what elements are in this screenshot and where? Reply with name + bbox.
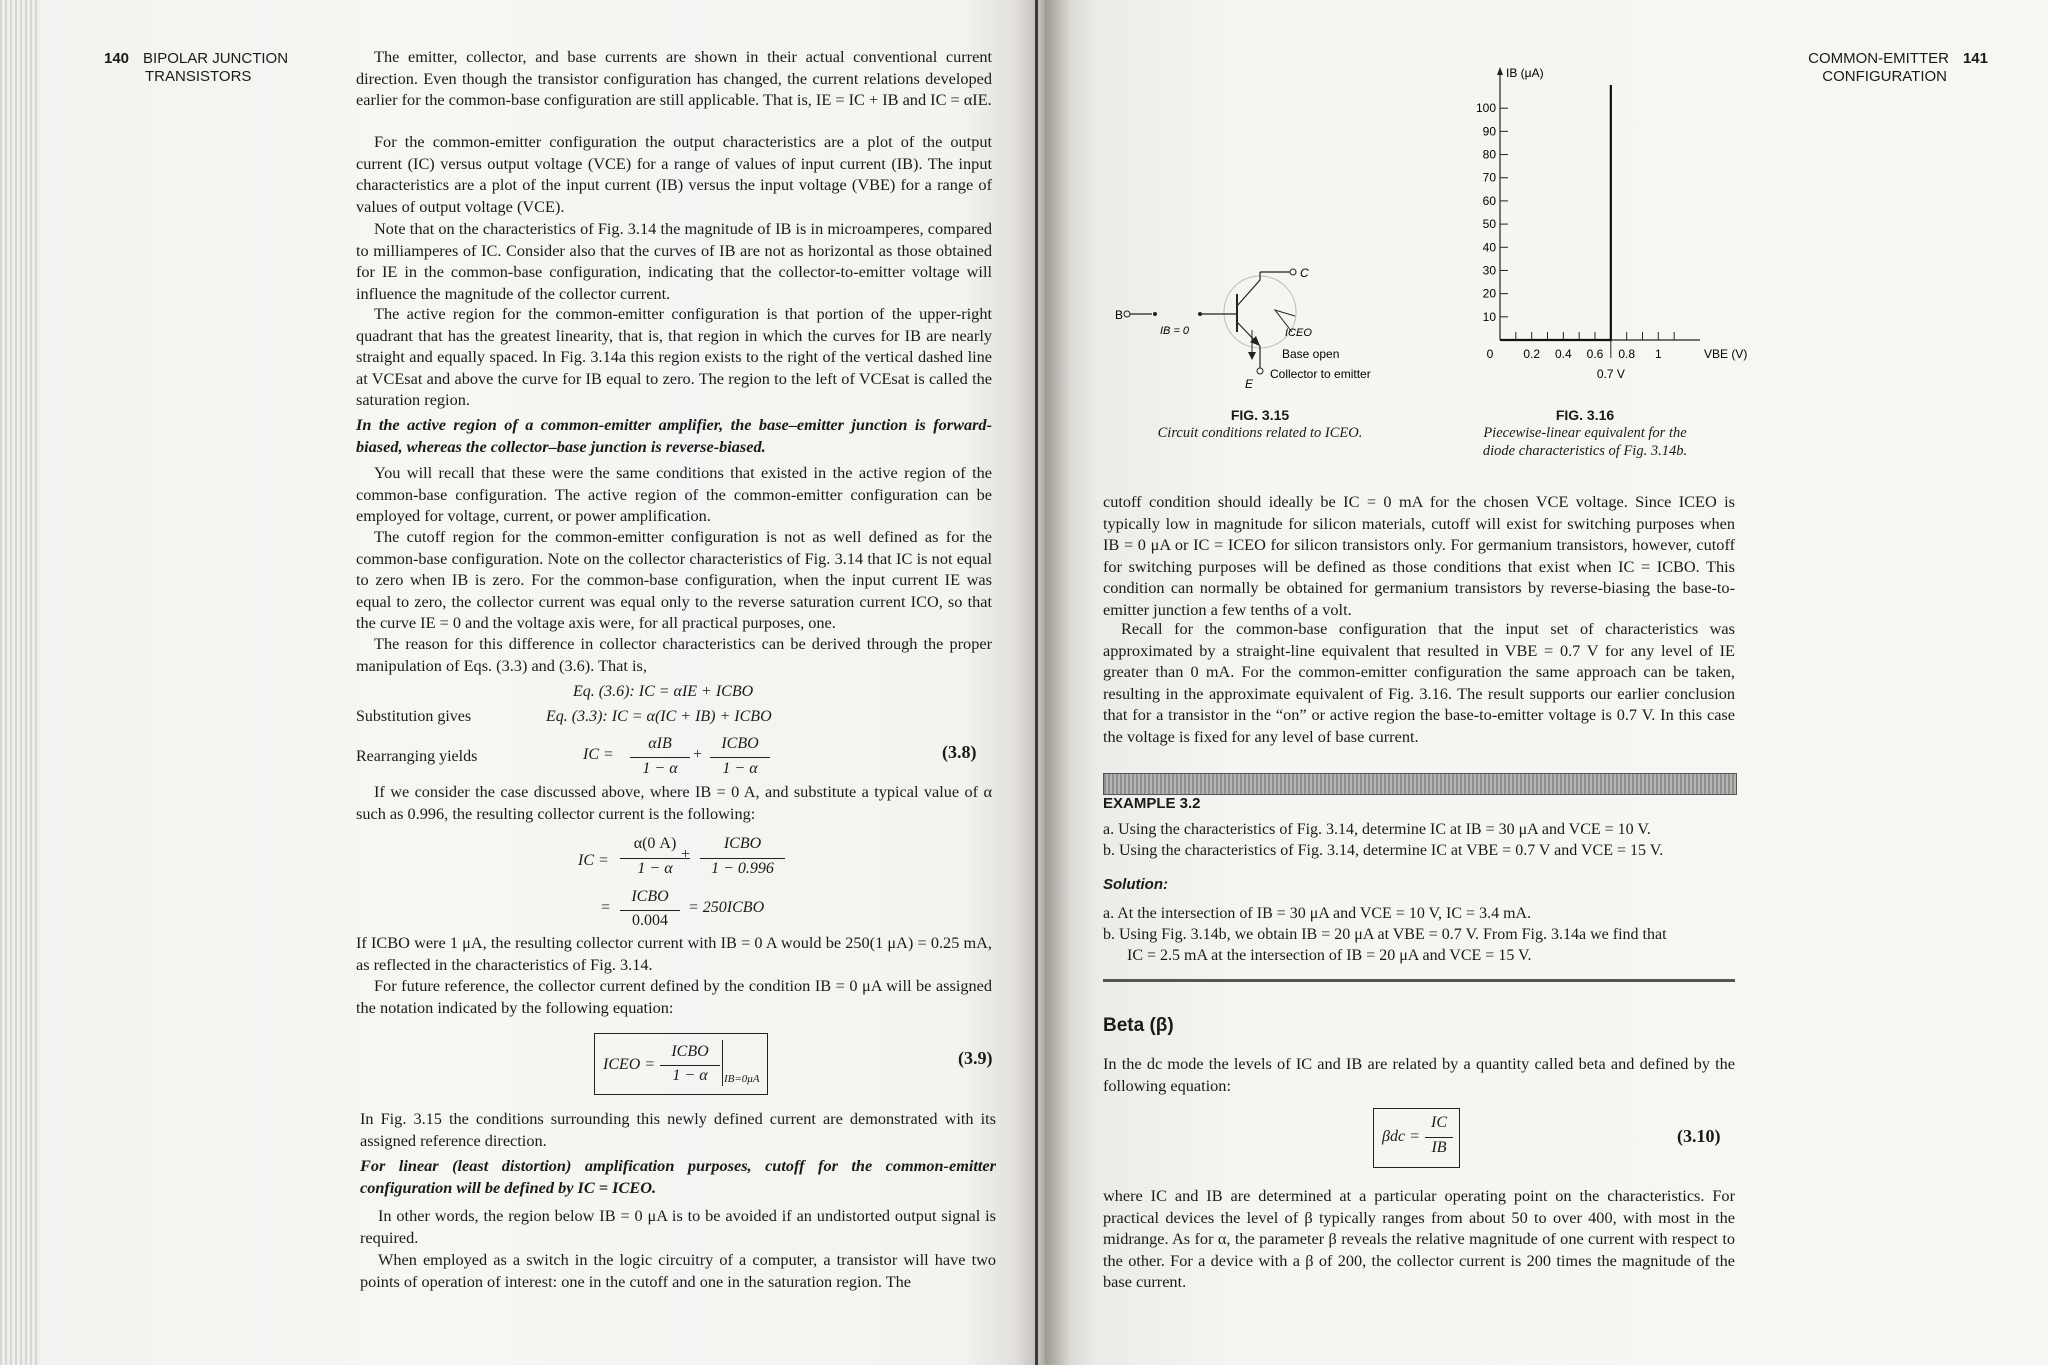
- left-header-title-2: TRANSISTORS: [145, 68, 252, 85]
- eq39-fraction-bar: [660, 1065, 720, 1066]
- right-running-header: [1808, 50, 1988, 86]
- calc-lhs: IC =: [578, 852, 609, 869]
- left-paragraph-1: The emitter, collector, and base currents are shown in their actual conventional current direction. Even though the transistor configuration has changed, the current relations developed earlier for the common-base configuration are still applicable. That is, IE = IC + IB and IC = αIE.: [356, 47, 992, 110]
- label-e: E: [1245, 377, 1254, 391]
- solution-item-a: a. At the intersection of IB = 30 μA and VCE = 10 V, IC = 3.4 mA.: [1103, 905, 1532, 922]
- left-header-title-1: BIPOLAR JUNCTION: [143, 50, 289, 67]
- left-paragraph-6: You will recall that these were the same conditions that existed in the active region of the common-base configuration. The active region of the common-emitter configuration can be employed for voltage, current, or power amplification.: [356, 463, 992, 526]
- left-page-number: 140: [104, 50, 130, 67]
- eq38-numerator-2: ICBO: [721, 735, 759, 752]
- eq38-numerator-1: αIB: [648, 735, 672, 752]
- example-header-bar: [1103, 773, 1737, 795]
- eq38-lhs: IC =: [583, 746, 614, 763]
- calc2-equals: =: [600, 899, 611, 916]
- right-header-title-2: CONFIGURATION: [1822, 68, 1947, 85]
- right-paragraph-3: In the dc mode the levels of IC and IB are related by a quantity called beta and defined by the following equation:: [1103, 1054, 1735, 1095]
- left-key-statement-cutoff: For linear (least distortion) amplification purposes, cutoff for the common-emitter configuration will be defined by IC = ICEO.: [360, 1156, 996, 1197]
- fig-3-15-caption: Circuit conditions related to ICEO.: [1157, 425, 1363, 441]
- equation-3-3: Eq. (3.3): IC = α(IC + IB) + ICBO: [546, 708, 772, 725]
- left-paragraph-11: For future reference, the collector current defined by the condition IB = 0 μA will be assigned the notation indicated by the following equation:: [356, 976, 992, 1017]
- x-tick-label: 0.6: [1586, 347, 1604, 361]
- left-running-header: [104, 50, 288, 86]
- page-edge-stripes: [0, 0, 40, 1365]
- label-ib-zero: IB = 0: [1160, 325, 1190, 337]
- calc-numerator-1: α(0 A): [633, 835, 677, 852]
- base-terminal: [1124, 311, 1130, 317]
- eq39-lhs: ICEO =: [603, 1056, 656, 1073]
- fig-3-15-title: FIG. 3.15: [1230, 407, 1290, 423]
- y-tick-label: 60: [1482, 193, 1496, 208]
- example-title: EXAMPLE 3.2: [1103, 795, 1201, 812]
- eq39-condition: IB=0μA: [724, 1073, 760, 1085]
- left-paragraph-12: In Fig. 3.15 the conditions surrounding this newly defined current are demonstrated with its assigned reference direction.: [360, 1109, 996, 1150]
- right-paragraph-1: cutoff condition should ideally be IC = 0 mA for the chosen VCE voltage. Since ICEO is typically low in magnitude for silicon materials, cutoff will exist for switching purposes when IB = 0 μA or IC = ICEO for silicon transistors only. For germanium transistors, however, cutoff for switching purposes will be defined as those conditions that exist when IC = ICBO. This condition can normally be obtained for germanium transistors by reverse-biasing the base-to-emitter junction a few tenths of a volt.: [1103, 492, 1735, 619]
- eq310-fraction-bar: [1425, 1137, 1453, 1138]
- emitter-terminal: [1257, 368, 1263, 374]
- example-item-b: b. Using the characteristics of Fig. 3.14, determine IC at VBE = 0.7 V and VCE = 15 V.: [1103, 842, 1664, 859]
- eq38-number: (3.8): [942, 742, 977, 762]
- calc-denominator-2: 1 − 0.996: [711, 860, 774, 877]
- y-tick-label: 30: [1482, 263, 1496, 278]
- solution-item-b-line-1: b. Using Fig. 3.14b, we obtain IB = 20 μA at VBE = 0.7 V. From Fig. 3.14a we find that: [1103, 926, 1667, 943]
- eq38-fraction-bar-1: [630, 757, 690, 758]
- solution-title: Solution:: [1103, 876, 1168, 893]
- label-c: C: [1300, 266, 1309, 280]
- fig-3-16-caption-line-2: diode characteristics of Fig. 3.14b.: [1482, 443, 1688, 459]
- book-gutter-shadow: [1015, 0, 1070, 1365]
- marker-0.7v-label: 0.7 V: [1596, 367, 1625, 381]
- label-collector-to-emitter: Collector to emitter: [1270, 367, 1371, 381]
- left-paragraph-7: The cutoff region for the common-emitter configuration is not as well defined as for the common-base configuration. Note on the collector characteristics of Fig. 3.14 that IC is not equal to zero when IB is zero. For the common-base configuration, when the input current IE was equal to zero, the collector current was equal only to the reverse saturation current ICO, so that the curve IE = 0 and the voltage axis were, for all practical purposes, one.: [356, 527, 992, 633]
- piecewise-linear-curve: [1500, 85, 1611, 340]
- calc-denominator-1: 1 − α: [637, 860, 673, 877]
- example-item-a: a. Using the characteristics of Fig. 3.14, determine IC at IB = 30 μA and VCE = 10 V.: [1103, 821, 1651, 838]
- eq310-number: (3.10): [1677, 1126, 1721, 1146]
- y-tick-label: 90: [1482, 124, 1496, 139]
- eq38-fraction-bar-2: [710, 757, 770, 758]
- fig-3-16-caption-line-1: Piecewise-linear equivalent for the: [1483, 425, 1687, 441]
- right-paragraph-4: where IC and IB are determined at a particular operating point on the characteristics. For practical devices the level of β typically ranges from about 50 to over 400, with most in the midrange. As for α, the parameter β reveals the relative magnitude of one current with respect to the other. For a device with a β of 200, the collector current is 200 times the magnitude of the base current.: [1103, 1186, 1735, 1292]
- calc-fraction-bar-2: [700, 858, 785, 859]
- left-key-statement-active: In the active region of a common-emitter amplifier, the base–emitter junction is forward-biased, whereas the collector–base junction is reverse-biased.: [356, 415, 992, 456]
- x-tick-label: 0.2: [1523, 347, 1541, 361]
- x-tick-label: 1: [1654, 347, 1662, 361]
- left-paragraph-10: If ICBO were 1 μA, the resulting collector current with IB = 0 A would be 250(1 μA) = 0.25 mA, as reflected in the characteristics of Fig. 3.14.: [356, 933, 992, 974]
- calc-plus: +: [680, 846, 691, 863]
- eq38-plus: +: [692, 746, 703, 763]
- calc2-numerator: ICBO: [631, 888, 669, 905]
- eq39-denominator: 1 − α: [672, 1067, 708, 1084]
- right-header-title-1: COMMON-EMITTER: [1808, 50, 1949, 67]
- eq310-denominator: IB: [1431, 1139, 1447, 1156]
- equation-3-6: Eq. (3.6): IC = αIE + ICBO: [573, 683, 754, 700]
- right-page-number: 141: [1962, 50, 1988, 67]
- left-paragraph-8: The reason for this difference in collector characteristics can be derived through the proper manipulation of Eqs. (3.3) and (3.6). That is,: [356, 634, 992, 675]
- y-tick-label: 50: [1482, 217, 1496, 232]
- eq310-numerator: IC: [1431, 1114, 1447, 1131]
- y-tick-label: 80: [1482, 147, 1496, 162]
- collector-terminal: [1290, 269, 1296, 275]
- left-paragraph-9: If we consider the case discussed above, where IB = 0 A, and substitute a typical value of α such as 0.996, the resulting collector current is the following:: [356, 782, 992, 823]
- calc2-denominator: 0.004: [632, 912, 668, 929]
- iceo-arrow-head-icon: [1248, 352, 1256, 360]
- fig-3-16-caption: [1450, 424, 1720, 460]
- left-paragraph-15: When employed as a switch in the logic circuitry of a computer, a transistor will have two points of operation of interest: one in the cutoff and one in the saturation region. The: [360, 1250, 996, 1291]
- eq38-denominator-1: 1 − α: [642, 760, 678, 777]
- fig-3-15-circuit: [1110, 250, 1430, 395]
- label-rearranging-yields: Rearranging yields: [356, 748, 478, 765]
- eq39-evaluation-bar: [722, 1040, 723, 1086]
- calc-numerator-2: ICBO: [723, 835, 762, 852]
- fig-3-16-title: FIG. 3.16: [1555, 407, 1615, 423]
- solution-item-b-line-2: IC = 2.5 mA at the intersection of IB = 20 μA and VCE = 15 V.: [1127, 947, 1532, 964]
- section-title-beta: Beta (β): [1103, 1015, 1174, 1036]
- y-tick-label: 70: [1482, 170, 1496, 185]
- y-tick-label: 10: [1482, 309, 1496, 324]
- right-paragraph-2: Recall for the common-base configuration that the input set of characteristics was approximated by a straight-line equivalent that resulted in VBE = 0.7 V for any level of IE greater than 0 mA. For the common-emitter configuration the same approach can be taken, resulting in the approximate equivalent of Fig. 3.16. The result supports our earlier conclusion that for a transistor in the “on” or active region the base-to-emitter voltage is 0.7 V. In this case the voltage is fixed for any level of base current.: [1103, 619, 1735, 746]
- label-iceo: ICEO: [1285, 327, 1312, 339]
- y-tick-label: 40: [1482, 240, 1496, 255]
- y-axis-arrow-icon: [1497, 67, 1503, 75]
- calc2-fraction-bar: [620, 910, 680, 911]
- x-axis-label: VBE (V): [1704, 347, 1748, 361]
- y-tick-label: 20: [1482, 286, 1496, 301]
- left-paragraph-4: The active region for the common-emitter configuration is that portion of the upper-right quadrant that has the greatest linearity, that is, that region in which the curves for IB are nearly straight and equally spaced. In Fig. 3.14a this region exists to the right of the vertical dashed line at VCEsat and above the curve for IB equal to zero. The region to the left of VCEsat is called the saturation region.: [356, 304, 992, 410]
- eq39-numerator: ICBO: [671, 1043, 709, 1060]
- x-tick-label: 0: [1486, 347, 1494, 361]
- fig-3-16-chart: [1440, 40, 1748, 395]
- label-b: B: [1115, 308, 1124, 322]
- collector-leg: [1237, 280, 1260, 306]
- label-base-open: Base open: [1282, 347, 1340, 361]
- eq310-lhs: βdc =: [1382, 1128, 1420, 1145]
- book-gutter-line: [1035, 0, 1038, 1365]
- y-axis-label: IB (μA): [1506, 66, 1544, 80]
- example-bottom-rule: [1103, 979, 1735, 982]
- left-paragraph-2: For the common-emitter configuration the output characteristics are a plot of the output current (IC) versus output voltage (VCE) for a range of values of input current (IB). The input characteristics are a plot of the input current (IB) versus the input voltage (VBE) for a range of values of output voltage (VCE).: [356, 132, 992, 216]
- left-paragraph-3: Note that on the characteristics of Fig. 3.14 the magnitude of IB is in microamperes, compared to milliamperes of IC. Consider also that the curves of IB are not as horizontal as those obtained for IE in the common-base configuration, indicating that the collector-to-emitter voltage will influence the magnitude of the collector current.: [356, 219, 992, 303]
- y-tick-label: 100: [1475, 101, 1496, 116]
- label-substitution-gives: Substitution gives: [356, 708, 472, 725]
- left-paragraph-14: In other words, the region below IB = 0 μA is to be avoided if an undistorted output signal is required.: [360, 1206, 996, 1247]
- calc2-result: = 250ICBO: [688, 899, 765, 916]
- x-tick-label: 0.4: [1554, 347, 1572, 361]
- eq38-denominator-2: 1 − α: [722, 760, 758, 777]
- x-tick-label: 0.8: [1618, 347, 1636, 361]
- base-break-dot-1: [1153, 312, 1157, 316]
- eq39-number: (3.9): [958, 1048, 993, 1068]
